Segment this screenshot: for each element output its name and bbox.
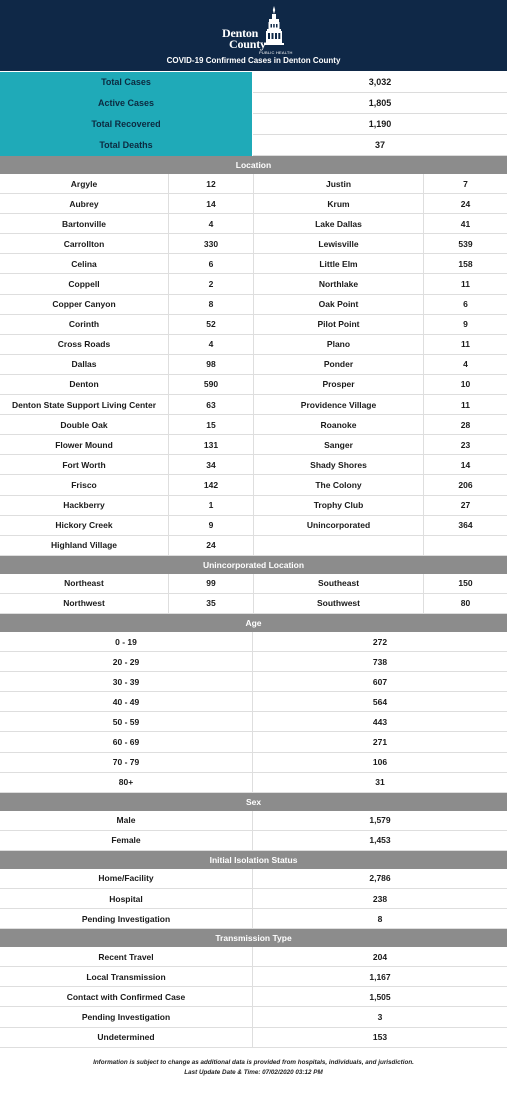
- table-cell: Trophy Club: [254, 496, 424, 515]
- table-row: [0, 1007, 507, 1027]
- table-cell: Providence Village: [254, 395, 424, 414]
- table-row: [0, 315, 507, 335]
- table-row: [0, 395, 507, 415]
- section-heading-unincorporated: Unincorporated Location: [0, 556, 507, 574]
- table-cell: 12: [169, 174, 254, 193]
- table-cell: Krum: [254, 194, 424, 213]
- table-cell: Argyle: [0, 174, 169, 193]
- table-cell: 206: [458, 479, 473, 490]
- table-cell: Hospital: [0, 889, 253, 908]
- summary-label: Total Deaths: [0, 135, 253, 156]
- table-cell: 23: [460, 439, 471, 450]
- table-cell: Little Elm: [254, 254, 424, 273]
- table-cell: 204: [372, 951, 388, 962]
- table-cell: Female: [0, 831, 253, 850]
- table-cell: Cross Roads: [0, 335, 169, 354]
- table-row: [0, 889, 507, 909]
- table-cell: 11: [461, 279, 470, 290]
- table-cell: 2,786: [369, 873, 391, 884]
- table-cell: 99: [169, 574, 254, 593]
- table-row: [0, 869, 507, 889]
- table-cell: 28: [460, 419, 471, 430]
- table-row: [0, 274, 507, 294]
- table-row: [0, 987, 507, 1007]
- table-cell: 539: [458, 238, 473, 249]
- table-cell: Copper Canyon: [0, 295, 169, 314]
- table-cell: 31: [375, 777, 385, 788]
- table-cell: 9: [169, 516, 254, 535]
- table-cell: Pending Investigation: [0, 1007, 253, 1026]
- table-cell: 1,579: [369, 815, 391, 826]
- table-cell: 50 - 59: [0, 712, 253, 731]
- table-cell: 738: [372, 656, 388, 667]
- table-cell: 80: [460, 598, 471, 609]
- summary-value: 3,032: [253, 72, 507, 93]
- table-cell: 20 - 29: [0, 652, 253, 671]
- table-cell: 6: [463, 299, 468, 310]
- table-row: [0, 375, 507, 395]
- table-cell: 14: [460, 459, 471, 470]
- table-cell: 6: [169, 254, 254, 273]
- table-cell: 30 - 39: [0, 672, 253, 691]
- table-cell: Southwest: [254, 594, 424, 613]
- table-cell: Prosper: [254, 375, 424, 394]
- table-cell: 590: [169, 375, 254, 394]
- table-cell: 272: [372, 636, 388, 647]
- table-row: [0, 516, 507, 536]
- table-cell: 153: [372, 1032, 388, 1043]
- table-row: [0, 295, 507, 315]
- table-row: [0, 909, 507, 929]
- table-cell: 3: [377, 1012, 383, 1023]
- table-cell: Male: [0, 811, 253, 830]
- section-heading-isolation: Initial Isolation Status: [0, 851, 507, 869]
- table-cell: 1,453: [369, 835, 391, 846]
- table-row: [0, 455, 507, 475]
- table-row: [0, 672, 507, 692]
- table-cell: Dallas: [0, 355, 169, 374]
- page-title: COVID-19 Confirmed Cases in Denton County: [166, 56, 341, 65]
- table-cell: 70 - 79: [0, 753, 253, 772]
- table-cell: 9: [463, 319, 468, 330]
- table-cell: 4: [169, 335, 254, 354]
- table-cell: Plano: [254, 335, 424, 354]
- table-cell: 8: [377, 913, 383, 924]
- table-cell: 98: [169, 355, 254, 374]
- table-row: [0, 594, 507, 614]
- table-cell: Northlake: [254, 274, 424, 293]
- table-cell: Flower Mound: [0, 435, 169, 454]
- table-cell: Hackberry: [0, 496, 169, 515]
- transmission-table: [0, 947, 507, 1047]
- summary-row-total-cases: [0, 72, 507, 93]
- table-cell: 238: [372, 893, 388, 904]
- table-row: [0, 831, 507, 851]
- table-cell: Hickory Creek: [0, 516, 169, 535]
- location-table: [0, 174, 507, 556]
- table-cell: Bartonville: [0, 214, 169, 233]
- table-cell: Pending Investigation: [0, 909, 253, 928]
- table-row: [0, 712, 507, 732]
- logo-text-public-health: PUBLIC HEALTH: [259, 50, 293, 55]
- table-cell: Southeast: [254, 574, 424, 593]
- footer-updated: Last Update Date & Time: 07/02/2020 03:12 PM: [184, 1068, 323, 1076]
- table-cell: Fort Worth: [0, 455, 169, 474]
- table-row: [0, 947, 507, 967]
- table-cell: 4: [463, 359, 468, 370]
- table-cell: Northeast: [0, 574, 169, 593]
- table-cell: 40 - 49: [0, 692, 253, 711]
- table-row: [0, 435, 507, 455]
- table-cell: Contact with Confirmed Case: [0, 987, 253, 1006]
- table-cell: 41: [460, 218, 471, 229]
- summary-label: Active Cases: [0, 93, 253, 114]
- table-cell: 24: [460, 198, 471, 209]
- summary-label: Total Recovered: [0, 114, 253, 135]
- table-cell: [254, 536, 424, 555]
- table-cell: 10: [460, 379, 471, 390]
- table-cell: 24: [169, 536, 254, 555]
- table-row: [0, 967, 507, 987]
- section-heading-transmission: Transmission Type: [0, 929, 507, 947]
- table-cell: 2: [169, 274, 254, 293]
- table-cell: 142: [169, 475, 254, 494]
- table-row: [0, 174, 507, 194]
- table-cell: Coppell: [0, 274, 169, 293]
- table-row: [0, 234, 507, 254]
- table-row: [0, 214, 507, 234]
- table-row: [0, 415, 507, 435]
- table-cell: Home/Facility: [0, 869, 253, 888]
- summary-row-total-deaths: [0, 135, 507, 156]
- unincorporated-table: [0, 574, 507, 614]
- table-cell: 158: [458, 258, 473, 269]
- logo-text-denton: Denton: [222, 26, 259, 40]
- sex-table: [0, 811, 507, 851]
- table-cell: Pilot Point: [254, 315, 424, 334]
- table-row: [0, 732, 507, 752]
- table-cell: 34: [169, 455, 254, 474]
- summary-label: Total Cases: [0, 72, 253, 93]
- table-cell: 0 - 19: [0, 632, 253, 651]
- table-row: [0, 496, 507, 516]
- table-cell: The Colony: [254, 475, 424, 494]
- summary-value: 1,190: [253, 114, 507, 135]
- table-cell: 1: [169, 496, 254, 515]
- summary-table: [0, 72, 507, 156]
- section-heading-location: Location: [0, 156, 507, 174]
- table-cell: 60 - 69: [0, 732, 253, 751]
- table-cell: Highland Village: [0, 536, 169, 555]
- table-cell: 7: [463, 178, 468, 189]
- table-cell: [424, 536, 507, 555]
- table-cell: 15: [169, 415, 254, 434]
- summary-row-active-cases: [0, 93, 507, 114]
- table-row: [0, 194, 507, 214]
- table-row: [0, 475, 507, 495]
- table-cell: 27: [460, 500, 471, 511]
- table-cell: 1,167: [369, 971, 391, 982]
- table-cell: Lewisville: [254, 234, 424, 253]
- table-cell: 63: [169, 395, 254, 414]
- table-cell: 1,505: [369, 991, 391, 1002]
- table-cell: 443: [372, 716, 388, 727]
- table-cell: 564: [372, 696, 388, 707]
- table-cell: Denton: [0, 375, 169, 394]
- page-header: [0, 0, 507, 71]
- table-cell: Oak Point: [254, 295, 424, 314]
- table-cell: Justin: [254, 174, 424, 193]
- table-row: [0, 811, 507, 831]
- table-cell: 11: [461, 399, 470, 410]
- table-cell: 271: [372, 736, 388, 747]
- table-cell: 607: [372, 676, 388, 687]
- table-cell: Recent Travel: [0, 947, 253, 966]
- summary-value: 37: [253, 135, 507, 156]
- table-cell: Frisco: [0, 475, 169, 494]
- section-heading-age: Age: [0, 614, 507, 632]
- table-row: [0, 574, 507, 594]
- table-cell: 11: [461, 339, 470, 350]
- table-cell: 8: [169, 295, 254, 314]
- table-cell: 52: [169, 315, 254, 334]
- table-row: [0, 1028, 507, 1048]
- table-cell: 14: [169, 194, 254, 213]
- table-row: [0, 254, 507, 274]
- table-cell: Undetermined: [0, 1028, 253, 1047]
- footer-note: Information is subject to change as additional data is provided from hospitals, individuals, and jurisdiction.: [93, 1058, 414, 1066]
- table-row: [0, 753, 507, 773]
- table-cell: Shady Shores: [254, 455, 424, 474]
- table-cell: 35: [169, 594, 254, 613]
- table-row: [0, 692, 507, 712]
- table-cell: 80+: [0, 773, 253, 792]
- table-cell: Ponder: [254, 355, 424, 374]
- table-cell: 330: [169, 234, 254, 253]
- footer: [0, 1048, 507, 1078]
- table-cell: Corinth: [0, 315, 169, 334]
- table-cell: Celina: [0, 254, 169, 273]
- section-heading-sex: Sex: [0, 793, 507, 811]
- table-cell: 4: [169, 214, 254, 233]
- age-table: [0, 632, 507, 793]
- table-row: [0, 773, 507, 793]
- table-cell: Aubrey: [0, 194, 169, 213]
- table-cell: Sanger: [254, 435, 424, 454]
- table-cell: 364: [458, 520, 473, 531]
- isolation-table: [0, 869, 507, 929]
- table-cell: Carrollton: [0, 234, 169, 253]
- table-cell: Denton State Support Living Center: [0, 395, 169, 414]
- table-cell: Double Oak: [0, 415, 169, 434]
- table-row: [0, 335, 507, 355]
- table-cell: 131: [169, 435, 254, 454]
- table-row: [0, 652, 507, 672]
- table-cell: Northwest: [0, 594, 169, 613]
- table-cell: Local Transmission: [0, 967, 253, 986]
- table-cell: Lake Dallas: [254, 214, 424, 233]
- summary-value: 1,805: [253, 93, 507, 114]
- table-row: [0, 355, 507, 375]
- table-row: [0, 632, 507, 652]
- table-cell: 150: [458, 578, 473, 589]
- summary-row-total-recovered: [0, 114, 507, 135]
- table-cell: Roanoke: [254, 415, 424, 434]
- table-row: [0, 536, 507, 556]
- table-cell: Unincorporated: [254, 516, 424, 535]
- logo-text-county: County: [229, 37, 266, 51]
- table-cell: 106: [372, 757, 388, 768]
